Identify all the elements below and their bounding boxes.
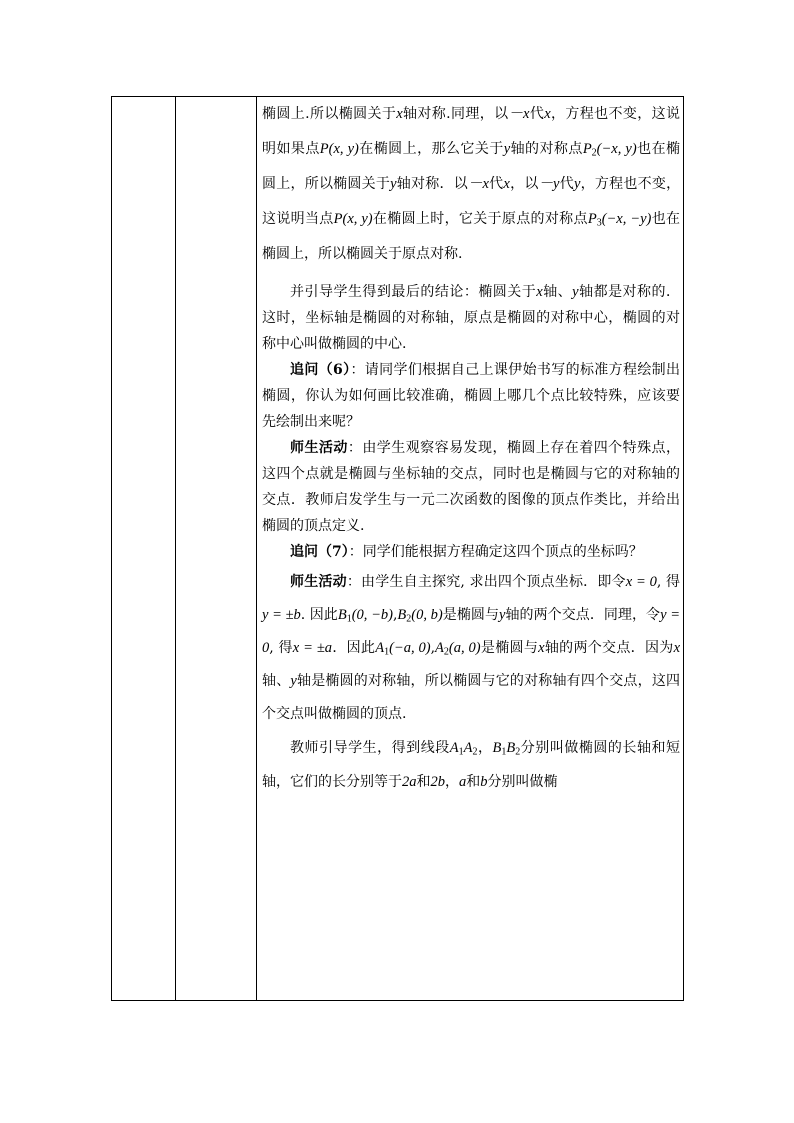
math-B2 <box>397 607 442 623</box>
text: 也在椭圆上，所以椭圆关于原点对称. <box>262 211 681 262</box>
text: 是椭圆与 <box>480 640 539 656</box>
math: P(x, y) <box>333 211 373 227</box>
text: 是椭圆与 <box>442 607 500 623</box>
paragraph-activity-1 <box>262 435 680 539</box>
text: ，方程也不变，这说明当点 <box>262 176 681 227</box>
lesson-table <box>111 96 684 1001</box>
activity-label: 师生活动 <box>290 574 347 590</box>
math: x <box>673 640 680 656</box>
paragraph-question-7 <box>262 539 680 565</box>
text: 并引导学生得到最后的结论：椭圆关于 <box>290 284 537 300</box>
subscript: 2 <box>443 646 449 658</box>
math: y <box>499 607 506 623</box>
text: ， <box>477 740 493 756</box>
math: y = 0 <box>262 607 680 656</box>
math: x <box>396 106 403 122</box>
subscript: 2 <box>591 147 597 159</box>
math: B <box>506 740 516 756</box>
math: y <box>573 176 581 192</box>
math: B <box>492 740 502 756</box>
subscript: 3 <box>596 217 602 229</box>
math: y <box>503 141 511 157</box>
text: 轴、 <box>542 284 573 300</box>
math: y = ±b <box>262 607 301 623</box>
text: 代 <box>529 106 545 122</box>
subscript: 1 <box>458 746 464 758</box>
table-cell-content <box>257 97 684 1001</box>
text: 和 <box>466 774 481 790</box>
math: y <box>572 284 579 300</box>
question-label: 追问（6） <box>290 362 351 378</box>
subscript: 1 <box>346 613 352 625</box>
text: 教师引导学生，得到线段 <box>290 740 450 756</box>
paragraph-axes <box>262 731 680 799</box>
math: (−a, 0) <box>389 640 431 656</box>
paragraph-question-6 <box>262 357 680 435</box>
math: －x <box>508 106 530 122</box>
math: b <box>480 774 488 790</box>
text: , <box>430 640 436 656</box>
math-A1 <box>375 640 430 656</box>
table-cell-empty-1 <box>112 97 176 1001</box>
math: (−x, −y) <box>601 211 652 227</box>
math-B1 <box>338 607 393 623</box>
text: 分别叫做椭圆的长轴和短轴，它们的长分别等于 <box>262 740 681 790</box>
text: ：请同学们根据自己上课伊始书写的标准方程绘制出椭圆，你认为如何画比较准确，椭圆上哪几个点比较特殊，应该要先绘制出来呢？ <box>262 362 681 430</box>
text: , 得 <box>656 574 680 590</box>
text: . 因此 <box>300 607 338 623</box>
math: P(x, y) <box>319 141 359 157</box>
text: 轴对称.同理，以 <box>402 106 509 122</box>
paragraph-symmetry <box>262 97 680 272</box>
subscript: 2 <box>472 746 478 758</box>
math: A <box>435 640 444 656</box>
math: B <box>337 607 347 623</box>
math-B1B2 <box>493 740 521 756</box>
subscript: 2 <box>515 746 521 758</box>
text: 椭圆上.所以椭圆关于 <box>262 106 397 122</box>
paragraph-conclusion <box>262 279 680 357</box>
math: －y <box>538 176 560 192</box>
math: x = ±a <box>292 640 333 656</box>
math: x <box>536 284 543 300</box>
text: 代 <box>559 176 574 192</box>
text: 轴是椭圆的对称轴，所以椭圆与它的对称轴有四个交点，这四个交点叫做椭圆的顶点. <box>262 673 681 722</box>
math: (−x, y) <box>596 141 637 157</box>
subscript: 2 <box>406 613 412 625</box>
math: P <box>582 141 592 157</box>
math: x <box>503 176 510 192</box>
table-cell-empty-2 <box>176 97 257 1001</box>
math: (a, 0) <box>448 640 481 656</box>
text: 代 <box>488 176 504 192</box>
math-A2 <box>435 640 481 656</box>
activity-label: 师生活动 <box>290 440 348 456</box>
math: (0, b) <box>411 607 443 623</box>
text: 在椭圆上时，它关于原点的对称点 <box>372 211 588 227</box>
math: 2b <box>430 774 445 790</box>
text: 轴的对称点 <box>510 141 583 157</box>
text: ：由学生观察容易发现，椭圆上存在着四个特殊点，这四个点就是椭圆与坐标轴的交点，同时也是椭圆与它的对称轴的交点．教师启发学生与一元二次函数的图像的顶点作类比，并给出椭圆的顶点定义. <box>262 440 681 534</box>
subscript: 1 <box>384 646 390 658</box>
cell-content <box>257 97 683 799</box>
math: A <box>463 740 473 756</box>
math-P2 <box>583 141 637 157</box>
text: 轴的两个交点．因为 <box>544 640 674 656</box>
math: P <box>587 211 597 227</box>
text: ：由学生自主探究, 求出四个顶点坐标．即令 <box>346 574 626 590</box>
text: 在椭圆上，那么它关于 <box>358 141 504 157</box>
text: 轴的两个交点．同理，令 <box>505 607 661 623</box>
math-A1A2 <box>450 740 478 756</box>
text: 轴都是对称的．这时，坐标轴是椭圆的对称轴，原点是椭圆的对称中心，椭圆的对称中心叫做椭圆的中心. <box>262 284 681 352</box>
paragraph-activity-2 <box>262 566 680 731</box>
question-label: 追问（7） <box>290 544 349 560</box>
math: x <box>544 106 551 122</box>
math: B <box>397 607 407 623</box>
math: x <box>538 640 545 656</box>
text: , <box>392 607 398 623</box>
text: 也在椭圆上，所以椭圆关于 <box>262 141 681 192</box>
text: ，方程也不变，这说明如果点 <box>262 106 681 157</box>
text: , 得 <box>269 640 293 656</box>
math: y <box>290 673 297 689</box>
math: a <box>459 774 467 790</box>
math: y <box>390 176 397 192</box>
subscript: 1 <box>501 746 507 758</box>
math: (0, −b) <box>351 607 393 623</box>
math: A <box>449 740 459 756</box>
text: ， <box>445 774 459 790</box>
math: 2a <box>402 774 417 790</box>
text: 轴、 <box>262 673 291 689</box>
table-row <box>112 97 684 1001</box>
text: ．因此 <box>332 640 376 656</box>
math: －x <box>467 176 489 192</box>
text: ：同学们能根据方程确定这四个顶点的坐标吗？ <box>348 544 643 560</box>
text: 和 <box>416 774 431 790</box>
math: A <box>375 640 385 656</box>
text: ，以 <box>509 176 539 192</box>
math: x = 0 <box>625 574 657 590</box>
math-P3 <box>588 211 652 227</box>
text: 轴对称．以 <box>396 176 468 192</box>
text: 分别叫做椭 <box>487 774 558 790</box>
